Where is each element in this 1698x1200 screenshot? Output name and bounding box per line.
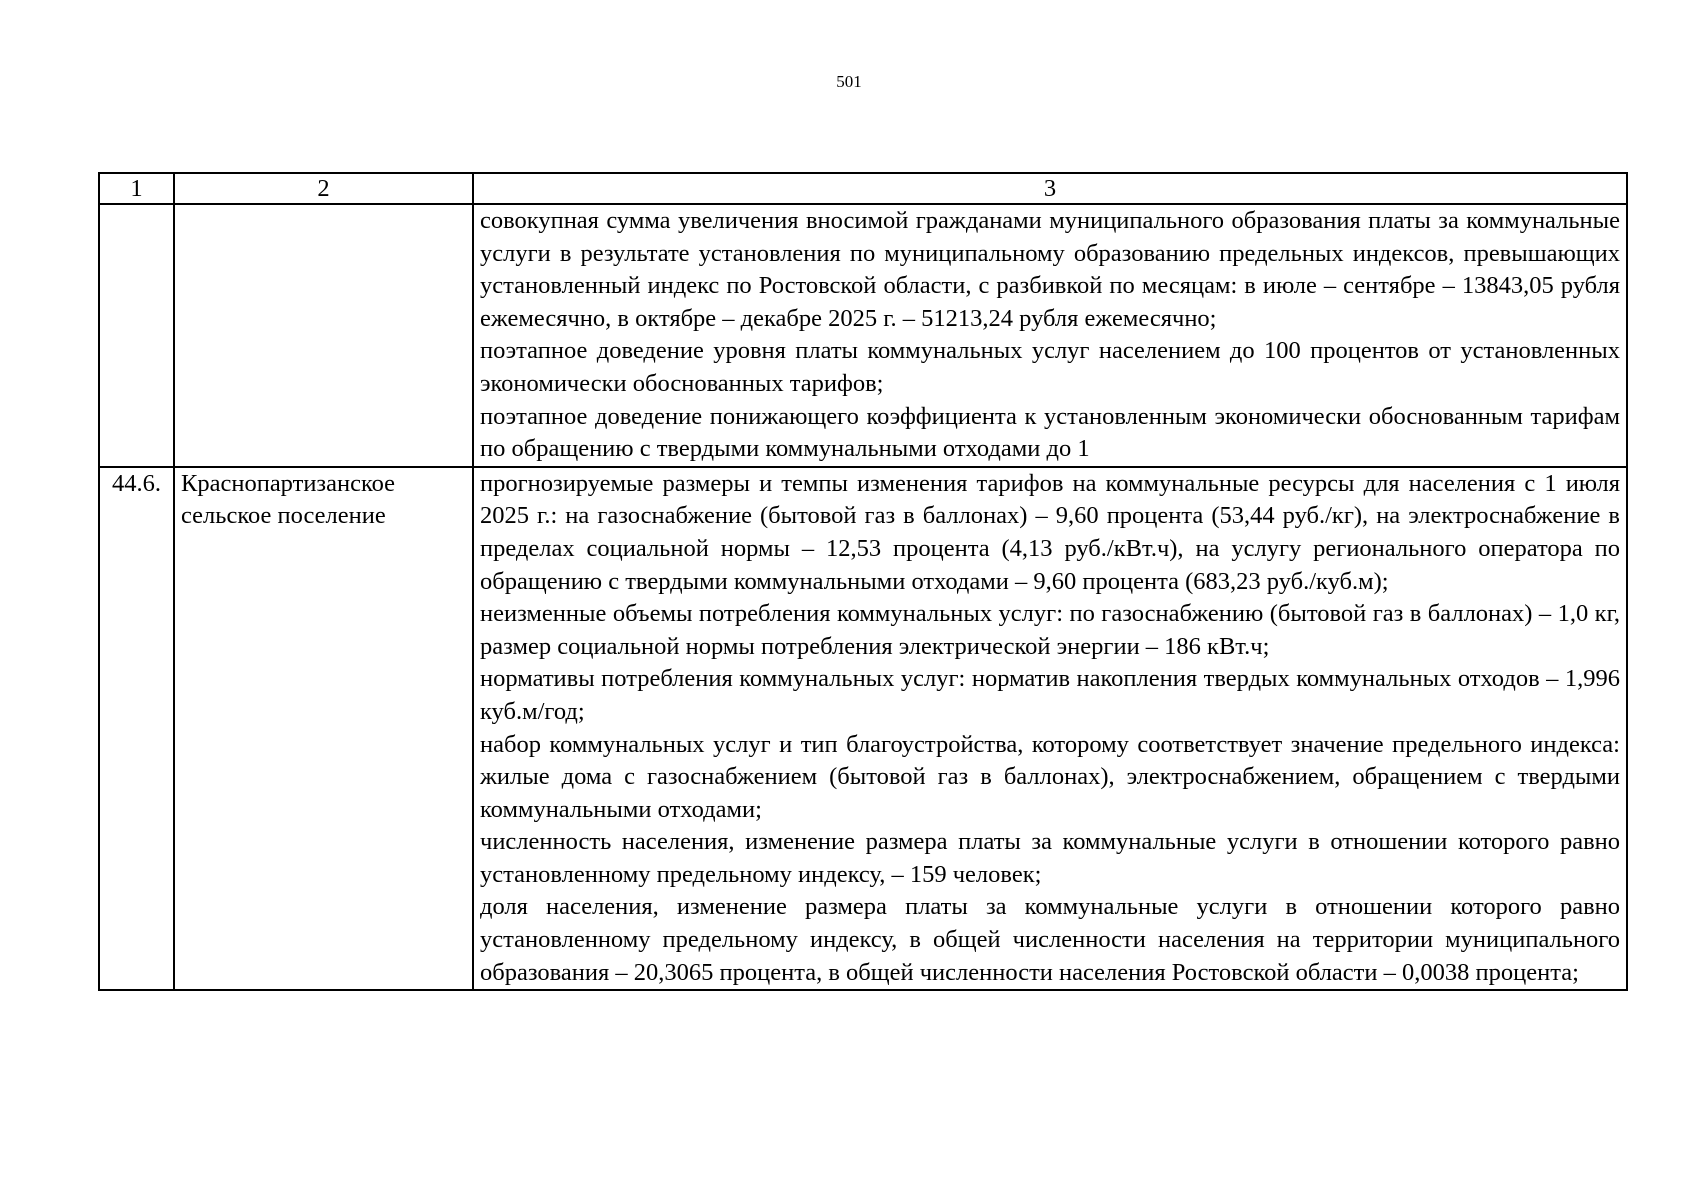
municipality-name-cell: Краснопартизанское сельское поселение [174,467,473,991]
paragraph: доля населения, изменение размера платы за коммунальные услуги в отношении которого равно установленному предельному индексу, в общей численности населения на территории муниципального образования – 20,3065 процента, в общей численности населения Ростовской области – 0,0038 процента; [480,893,1620,986]
paragraph: нормативы потребления коммунальных услуг: норматив накопления твердых коммунальных отходов – 1,996 куб.м/год; [480,665,1620,725]
paragraph: совокупная сумма увеличения вносимой гражданами муниципального образования платы за коммунальные услуги в результате установления по муниципальному образованию предельных индексов, превышающих установленный индекс по Ростовской области, с разбивкой по месяцам: в июле – сентябре – 13843,05 рубля ежемесячно, в октябре – декабре 2025 г. – 51213,24 рубля ежемесячно; [480,207,1620,332]
header-cell-1: 1 [99,173,174,204]
row-number-cell: 44.6. [99,467,174,991]
details-cell [473,204,1627,467]
paragraph: поэтапное доведение понижающего коэффициента к установленным экономически обоснованным тарифам по обращению с твердыми коммунальными отходами до 1 [480,402,1620,463]
paragraph: поэтапное доведение уровня платы коммунальных услуг населением до 100 процентов от установленных экономически обоснованных тарифов; [480,337,1620,397]
table-row [99,467,1627,991]
details-cell [473,467,1627,991]
header-cell-3: 3 [473,173,1627,204]
municipality-name-cell [174,204,473,467]
paragraph: численность населения, изменение размера платы за коммунальные услуги в отношении которого равно установленному предельному индексу, – 159 человек; [480,828,1620,888]
tariff-table [98,172,1628,991]
paragraph: неизменные объемы потребления коммунальных услуг: по газоснабжению (бытовой газ в баллонах) – 1,0 кг, размер социальной нормы потребления электрической энергии – 186 кВт.ч; [480,600,1620,660]
header-cell-2: 2 [174,173,473,204]
page-number: 501 [836,72,862,91]
table-header-row [99,173,1627,204]
row-number-cell [99,204,174,467]
table-row [99,204,1627,467]
paragraph: прогнозируемые размеры и темпы изменения тарифов на коммунальные ресурсы для населения с 1 июля 2025 г.: на газоснабжение (бытовой газ в баллонах) – 9,60 процента (53,44 руб./кг), на электроснабжение в пределах социальной нормы – 12,53 процента (4,13 руб./кВт.ч), на услугу регионального оператора по обращению с твердыми коммунальными отходами – 9,60 процента (683,23 руб./куб.м); [480,469,1620,595]
paragraph: набор коммунальных услуг и тип благоустройства, которому соответствует значение предельного индекса: жилые дома с газоснабжением (бытовой газ в баллонах), электроснабжением, обращением с твердыми коммунальными отходами; [480,730,1620,823]
